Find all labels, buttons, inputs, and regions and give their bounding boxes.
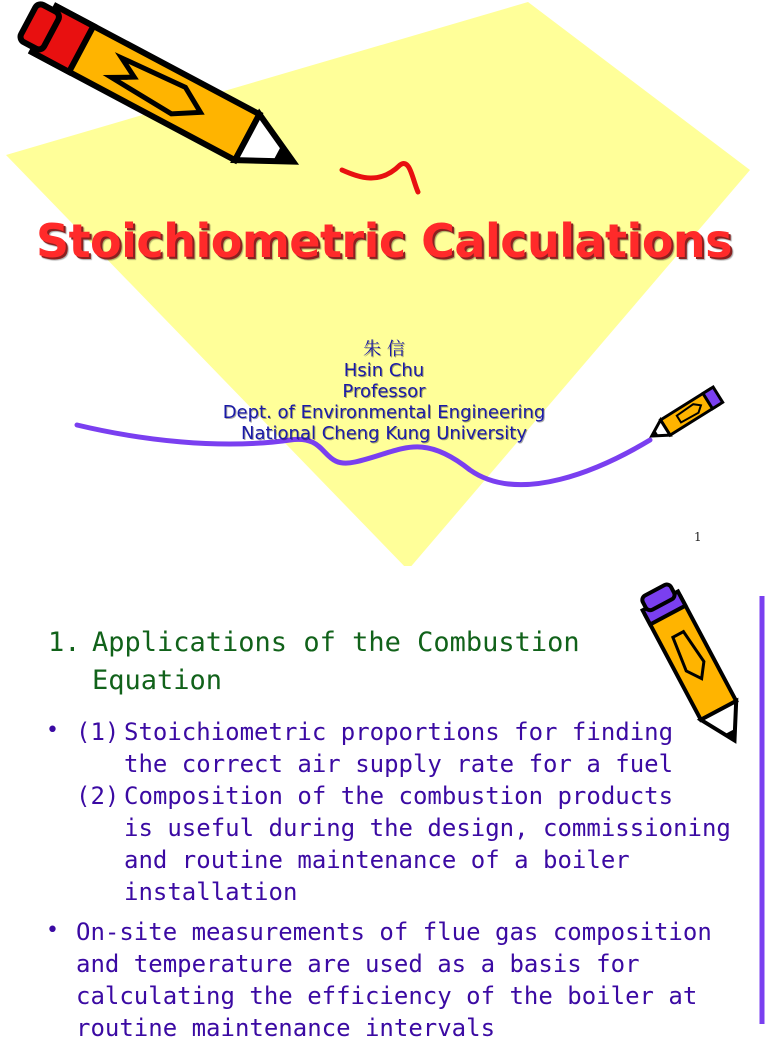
author-department: Dept. of Environmental Engineering (222, 402, 546, 423)
heading-line1: Applications of the Combustion (92, 627, 580, 658)
slide-title: Stoichiometric Calculations (35, 214, 733, 268)
pencil-icon (10, 15, 340, 175)
section-heading (48, 624, 608, 700)
bullet1b-line3: and routine maintenance of a boiler (124, 846, 630, 874)
bullet-marker: • (46, 918, 59, 943)
author-name: Hsin Chu (343, 360, 425, 381)
author-university: National Cheng Kung University (240, 423, 527, 444)
bullet1b-line1: Composition of the combustion products (124, 782, 674, 810)
bullet2-line3: calculating the efficiency of the boiler at (76, 982, 698, 1010)
bullet1b-line2: is useful during the design, commissioning (124, 814, 731, 842)
bullet-marker: • (46, 718, 59, 743)
bullet1b-line4: installation (124, 878, 298, 906)
heading-number: 1. (48, 627, 81, 658)
bullet1-marker: (1) (76, 718, 120, 746)
heading-line2: Equation (92, 665, 223, 696)
bullet2-line2: and temperature are used as a basis for (76, 950, 640, 978)
author-chinese-name: 朱 信 (363, 339, 405, 360)
bullet2-line1: On-site measurements of flue gas composition (76, 918, 712, 946)
bullet2-line4: routine maintenance intervals (76, 1014, 496, 1042)
bullet1-line1: Stoichiometric proportions for finding (124, 718, 674, 746)
bullet1-line2: the correct air supply rate for a fuel (124, 750, 674, 778)
bullet1b-marker: (2) (76, 782, 120, 810)
author-title: Professor (342, 381, 426, 402)
page-number: 1 (694, 530, 702, 544)
content-slide (0, 566, 768, 1042)
